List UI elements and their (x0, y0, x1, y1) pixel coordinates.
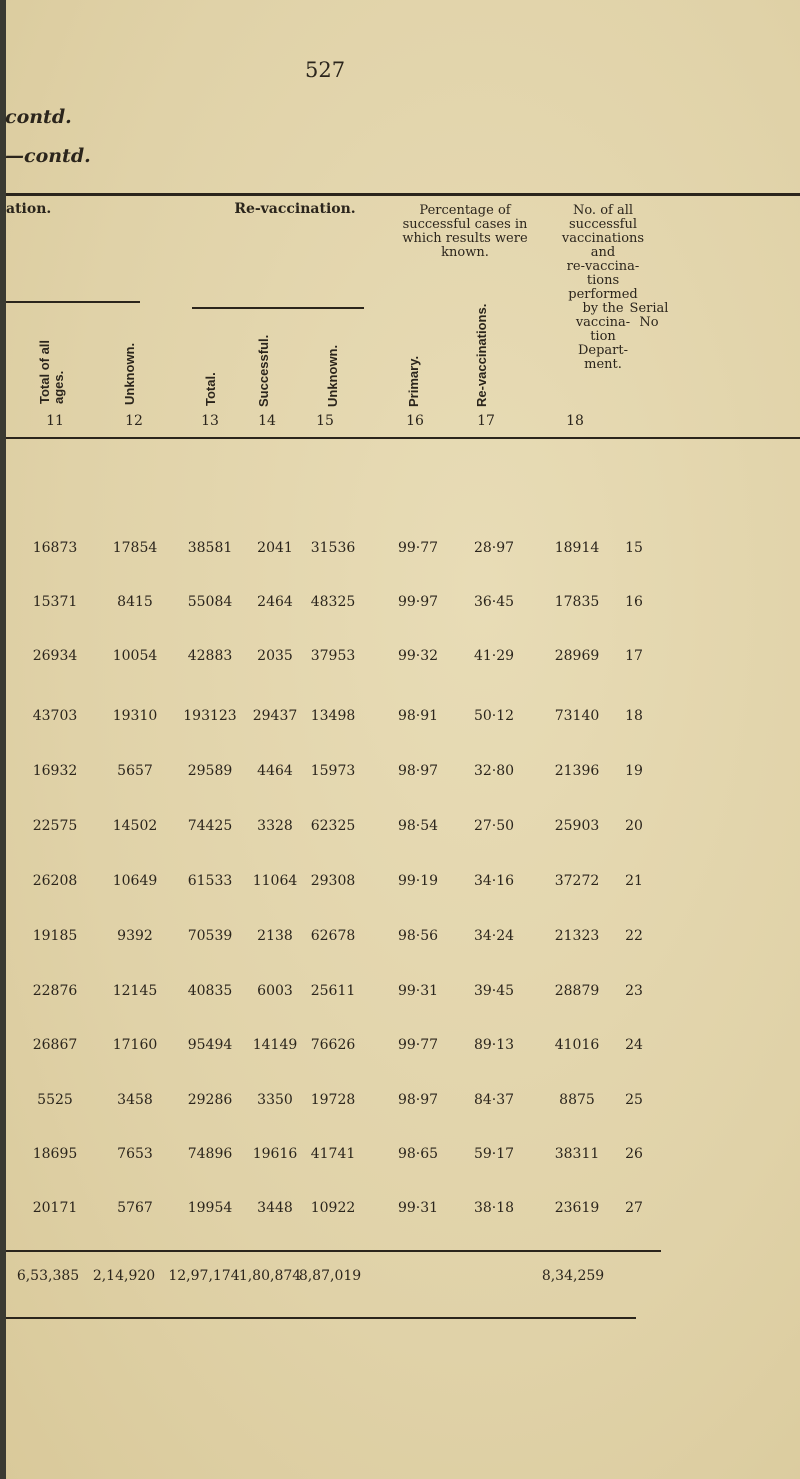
table-row: 16873 17854 38581 2041 31536 99·77 28·97 18914 15 (32, 540, 643, 556)
table-row: 15371 8415 55084 2464 48325 99·97 36·45 17835 16 (32, 594, 643, 610)
group-header-revaccination: Re-vaccination. (234, 201, 356, 217)
column-number: 13 (201, 413, 219, 429)
table-row: 26867 17160 95494 14149 76626 99·77 89·13 41016 24 (32, 1037, 643, 1053)
column-header-total-all-ages: Total of all ages. (37, 339, 66, 404)
table-row: 22876 12145 40835 6003 25611 99·31 39·45 28879 23 (32, 983, 643, 999)
column-number: 15 (316, 413, 334, 429)
table-row: 26208 10649 61533 11064 29308 99·19 34·16 37272 21 (32, 873, 643, 889)
column-number: 16 (406, 413, 424, 429)
column-header-revacc-unknown: Unknown. (325, 344, 340, 407)
total-successful-all: 8,34,259 (541, 1268, 605, 1284)
total-revacc-successful: 1,80,874 (238, 1268, 302, 1284)
column-header-revacc-total: Total. (203, 372, 218, 406)
book-binding-edge (0, 0, 6, 1479)
column-header-revacc-successful: Successful. (256, 334, 271, 407)
continuation-label: contd. (5, 106, 72, 128)
table-row: 16932 5657 29589 4464 15973 98·97 32·80 21396 19 (32, 763, 643, 779)
column-number: 17 (477, 413, 495, 429)
total-unknown: 2,14,920 (92, 1268, 156, 1284)
table-row: 19185 9392 70539 2138 62678 98·56 34·24 21323 22 (32, 928, 643, 944)
column-header-unknown: Unknown. (122, 342, 137, 405)
header-bottom-rule (6, 437, 800, 439)
total-revacc-unknown: 8,87,019 (298, 1268, 362, 1284)
totals-row (0, 1268, 800, 1288)
subheader-rule-revaccination (192, 307, 364, 309)
table-bottom-rule (6, 1317, 636, 1319)
column-number: 12 (125, 413, 143, 429)
table-row: 22575 14502 74425 3328 62325 98·54 27·50 25903 20 (32, 818, 643, 834)
group-header-vaccination: ation. (6, 201, 52, 217)
subheader-rule-left (6, 301, 140, 303)
total-all-ages: 6,53,385 (16, 1268, 80, 1284)
column-header-revaccinations: Re-vaccinations. (474, 303, 489, 407)
table-row: 20171 5767 19954 3448 10922 99·31 38·18 23619 27 (32, 1200, 643, 1216)
table-row: 18695 7653 74896 19616 41741 98·65 59·17 38311 26 (32, 1146, 643, 1162)
column-header-successful-total: No. of all successful vaccinations and re-vaccina- tions performed by the vaccina- tion Depart- ment. (561, 203, 645, 372)
table-row: 43703 19310 193123 29437 13498 98·91 50·12 73140 18 (32, 708, 643, 724)
column-number: 11 (46, 413, 64, 429)
group-header-percentage: Percentage of successful cases in which results were known. (402, 203, 528, 260)
column-header-serial-no: Serial No (629, 301, 669, 330)
page-number: 527 (305, 58, 346, 82)
table-row: 5525 3458 29286 3350 19728 98·97 84·37 8875 25 (37, 1092, 643, 1108)
total-revacc-total: 12,97,174 (168, 1268, 240, 1284)
column-number: 14 (258, 413, 276, 429)
column-number: 18 (566, 413, 584, 429)
totals-top-rule (6, 1250, 661, 1252)
continuation-label-2: —contd. (5, 145, 91, 167)
table-top-rule (6, 193, 800, 196)
column-header-primary: Primary. (406, 355, 421, 407)
table-row: 26934 10054 42883 2035 37953 99·32 41·29 28969 17 (32, 648, 643, 664)
